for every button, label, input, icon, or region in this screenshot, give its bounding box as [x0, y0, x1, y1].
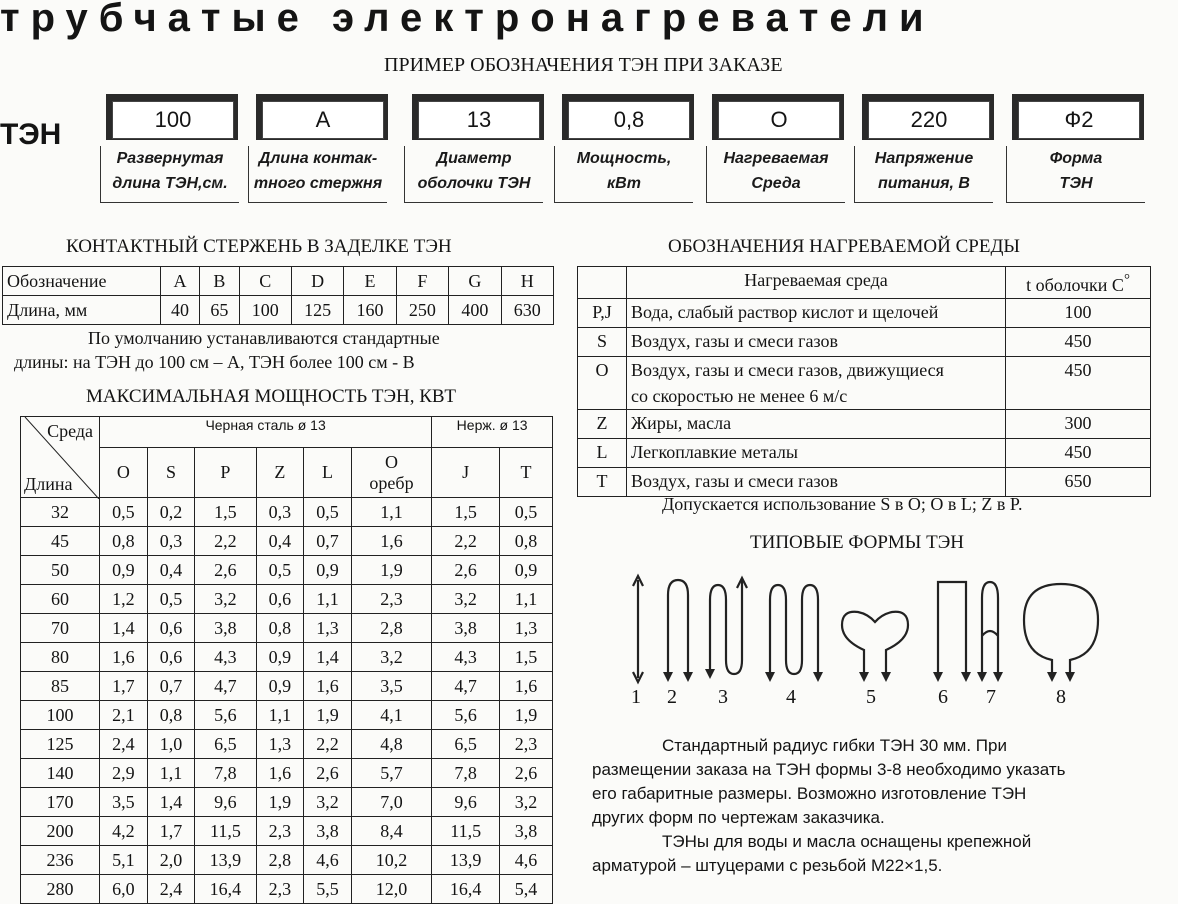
power-cell: 2,4 — [100, 730, 148, 759]
power-cell: 1,3 — [304, 614, 352, 643]
designation-box-length: 100 — [106, 94, 238, 140]
power-cell: 1,6 — [500, 672, 553, 701]
shape-number: 1 — [631, 686, 641, 708]
power-cell: 4,3 — [432, 643, 500, 672]
media-note: Допускается использование S в O; O в L; Z в P. — [662, 494, 1023, 514]
length-cell: 200 — [21, 817, 100, 846]
table-row: T Воздух, газы и смеси газов 650 — [578, 468, 1151, 497]
power-cell: 1,3 — [500, 614, 553, 643]
table-row — [21, 527, 553, 556]
designation-box-voltage: 220 — [862, 94, 994, 140]
power-cell: 5,1 — [100, 846, 148, 875]
power-cell: 0,7 — [304, 527, 352, 556]
table-row — [21, 614, 553, 643]
power-cell: 9,6 — [432, 788, 500, 817]
power-cell: 1,4 — [100, 614, 148, 643]
table-row: Z Жиры, масла 300 — [578, 410, 1151, 439]
power-cell: 3,2 — [304, 788, 352, 817]
power-cell: 5,6 — [432, 701, 500, 730]
table-row — [21, 585, 553, 614]
power-cell: 13,9 — [195, 846, 256, 875]
shape-number: 4 — [786, 686, 796, 708]
table-row — [21, 788, 553, 817]
power-cell: 0,8 — [256, 614, 304, 643]
power-cell: 0,3 — [147, 527, 195, 556]
power-cell: 5,4 — [500, 875, 553, 904]
power-cell: 3,2 — [195, 585, 256, 614]
power-cell: 0,5 — [100, 498, 148, 527]
table-row: Среда Длина Черная сталь ø 13 Нерж. ø 13 — [21, 417, 553, 448]
power-cell: 0,7 — [147, 672, 195, 701]
power-cell: 0,8 — [500, 527, 553, 556]
shape-3-icon — [710, 580, 742, 675]
power-cell: 0,4 — [256, 527, 304, 556]
power-cell: 4,8 — [351, 730, 431, 759]
table-row: Длина, мм 40 65 100 125 160 250 400 630 — [3, 296, 554, 325]
shape-number: 3 — [718, 686, 728, 708]
table-row: L Легкоплавкие металы 450 — [578, 439, 1151, 468]
power-cell: 6,5 — [432, 730, 500, 759]
power-cell: 1,1 — [500, 585, 553, 614]
length-cell: 280 — [21, 875, 100, 904]
power-cell: 0,3 — [256, 498, 304, 527]
length-cell: 170 — [21, 788, 100, 817]
rod-note-1: По умолчанию устанавливаются стандартные — [88, 328, 440, 348]
power-cell: 2,0 — [147, 846, 195, 875]
table-row: P,J Вода, слабый раствор кислот и щелочей 100 — [578, 299, 1151, 328]
table-row: O Воздух, газы и смеси газов, движущиеся со скоростью не менее 6 м/с 450 — [578, 357, 1151, 410]
designation-caption: Форма ТЭН — [1006, 146, 1145, 203]
corner-cell: Среда Длина — [21, 417, 100, 498]
power-cell: 3,2 — [351, 643, 431, 672]
rod-title: КОНТАКТНЫЙ СТЕРЖЕНЬ В ЗАДЕЛКЕ ТЭН — [66, 236, 452, 257]
rod-note-2: длины: на ТЭН до 100 см – А, ТЭН более 100 см - В — [14, 352, 415, 372]
shape-number: 8 — [1056, 686, 1066, 708]
power-cell: 2,8 — [256, 846, 304, 875]
power-cell: 3,8 — [432, 614, 500, 643]
designation-box-shape: Ф2 — [1012, 94, 1144, 140]
power-cell: 4,3 — [195, 643, 256, 672]
shapes-drawing — [620, 570, 1100, 690]
power-cell: 2,3 — [256, 817, 304, 846]
table-row — [21, 672, 553, 701]
table-row — [21, 875, 553, 904]
shapes-title: ТИПОВЫЕ ФОРМЫ ТЭН — [750, 532, 964, 553]
power-cell: 3,8 — [195, 614, 256, 643]
power-cell: 1,2 — [100, 585, 148, 614]
length-cell: 32 — [21, 498, 100, 527]
power-table — [20, 416, 553, 904]
power-cell: 12,0 — [351, 875, 431, 904]
description-text: Стандартный радиус гибки ТЭН 30 мм. При размещении заказа на ТЭН формы 3-8 необходимо указать его габаритные размеры. Возможно изготовление ТЭН других форм по чертежам заказчика. ТЭНы для воды и масла оснащены крепежной арматурой – штуцерами с резьбой М22×1,5. — [592, 736, 1066, 875]
media-title: ОБОЗНАЧЕНИЯ НАГРЕВАЕМОЙ СРЕДЫ — [668, 236, 1020, 257]
power-cell: 5,6 — [195, 701, 256, 730]
power-cell: 1,9 — [304, 701, 352, 730]
power-cell: 2,3 — [500, 730, 553, 759]
shape-2-icon — [668, 580, 688, 678]
media-table — [577, 266, 1151, 497]
designation-caption: Диаметр оболочки ТЭН — [404, 146, 543, 203]
power-cell: 9,6 — [195, 788, 256, 817]
shape-4-icon — [770, 585, 818, 678]
table-row: O S P Z L O оребр J T — [21, 448, 553, 498]
power-cell: 1,3 — [256, 730, 304, 759]
power-cell: 2,6 — [195, 556, 256, 585]
length-cell: 236 — [21, 846, 100, 875]
power-cell: 2,2 — [432, 527, 500, 556]
table-row: Нагреваемая среда t оболочки С° — [578, 267, 1151, 299]
power-cell: 0,6 — [147, 614, 195, 643]
power-cell: 1,4 — [304, 643, 352, 672]
power-cell: 3,2 — [432, 585, 500, 614]
page-heading: трубчатые электронагреватели — [0, 0, 935, 40]
power-cell: 0,9 — [100, 556, 148, 585]
power-cell: 1,9 — [500, 701, 553, 730]
power-cell: 6,0 — [100, 875, 148, 904]
length-cell: 60 — [21, 585, 100, 614]
power-cell: 0,8 — [100, 527, 148, 556]
power-cell: 0,4 — [147, 556, 195, 585]
designation-box-rod: A — [256, 94, 388, 140]
length-cell: 45 — [21, 527, 100, 556]
power-cell: 1,7 — [147, 817, 195, 846]
power-cell: 7,0 — [351, 788, 431, 817]
power-cell: 8,4 — [351, 817, 431, 846]
shape-number: 6 — [938, 686, 948, 708]
power-cell: 0,6 — [256, 585, 304, 614]
power-cell: 3,8 — [304, 817, 352, 846]
designation-caption: Мощность, кВт — [554, 146, 693, 203]
power-cell: 11,5 — [195, 817, 256, 846]
designation-caption: Напряжение питания, В — [854, 146, 993, 203]
power-cell: 1,6 — [100, 643, 148, 672]
table-row: Обозначение A B C D E F G H — [3, 267, 554, 296]
power-cell: 2,6 — [432, 556, 500, 585]
power-cell: 13,9 — [432, 846, 500, 875]
power-cell: 0,9 — [304, 556, 352, 585]
power-cell: 16,4 — [432, 875, 500, 904]
order-example-title: ПРИМЕР ОБОЗНАЧЕНИЯ ТЭН ПРИ ЗАКАЗЕ — [384, 54, 783, 76]
power-cell: 2,8 — [351, 614, 431, 643]
length-cell: 80 — [21, 643, 100, 672]
power-cell: 1,7 — [100, 672, 148, 701]
power-cell: 0,5 — [147, 585, 195, 614]
designation-box-diameter: 13 — [412, 94, 544, 140]
power-cell: 3,8 — [500, 817, 553, 846]
shape-6-icon — [938, 582, 966, 678]
power-cell: 1,5 — [432, 498, 500, 527]
power-cell: 0,5 — [500, 498, 553, 527]
rod-table — [2, 266, 554, 325]
power-cell: 1,1 — [147, 759, 195, 788]
shape-number: 5 — [866, 686, 876, 708]
power-cell: 16,4 — [195, 875, 256, 904]
power-cell: 0,2 — [147, 498, 195, 527]
power-cell: 1,6 — [304, 672, 352, 701]
length-cell: 125 — [21, 730, 100, 759]
power-cell: 5,7 — [351, 759, 431, 788]
power-cell: 5,5 — [304, 875, 352, 904]
power-cell: 4,1 — [351, 701, 431, 730]
power-cell: 2,3 — [351, 585, 431, 614]
power-cell: 4,2 — [100, 817, 148, 846]
power-cell: 2,2 — [304, 730, 352, 759]
power-cell: 3,5 — [351, 672, 431, 701]
designation-box-power: 0,8 — [562, 94, 694, 140]
length-cell: 70 — [21, 614, 100, 643]
table-row — [21, 498, 553, 527]
power-cell: 0,9 — [256, 643, 304, 672]
table-row — [21, 701, 553, 730]
power-cell: 1,6 — [351, 527, 431, 556]
power-cell: 0,5 — [256, 556, 304, 585]
shape-7-icon — [982, 582, 998, 678]
designation-box-medium: O — [712, 94, 844, 140]
power-cell: 2,2 — [195, 527, 256, 556]
power-cell: 1,1 — [304, 585, 352, 614]
table-row: S Воздух, газы и смеси газов 450 — [578, 328, 1151, 357]
power-cell: 2,3 — [256, 875, 304, 904]
table-row — [21, 817, 553, 846]
power-cell: 1,9 — [351, 556, 431, 585]
power-cell: 0,6 — [147, 643, 195, 672]
power-cell: 2,1 — [100, 701, 148, 730]
table-row — [21, 556, 553, 585]
shape-number: 2 — [667, 686, 677, 708]
power-cell: 1,6 — [256, 759, 304, 788]
power-cell: 2,6 — [304, 759, 352, 788]
power-cell: 0,9 — [500, 556, 553, 585]
power-cell: 4,6 — [304, 846, 352, 875]
power-cell: 0,9 — [256, 672, 304, 701]
power-cell: 2,9 — [100, 759, 148, 788]
power-cell: 10,2 — [351, 846, 431, 875]
power-cell: 6,5 — [195, 730, 256, 759]
table-row — [21, 759, 553, 788]
power-cell: 1,5 — [500, 643, 553, 672]
power-cell: 11,5 — [432, 817, 500, 846]
power-cell: 1,0 — [147, 730, 195, 759]
power-cell: 7,8 — [195, 759, 256, 788]
table-row — [21, 730, 553, 759]
power-cell: 4,7 — [195, 672, 256, 701]
designation-caption: Нагреваемая Среда — [706, 146, 845, 203]
power-cell: 1,4 — [147, 788, 195, 817]
power-cell: 4,7 — [432, 672, 500, 701]
power-cell: 0,8 — [147, 701, 195, 730]
power-cell: 2,6 — [500, 759, 553, 788]
shape-number: 7 — [986, 686, 996, 708]
power-cell: 0,5 — [304, 498, 352, 527]
shape-5-icon — [842, 612, 908, 678]
table-row — [21, 643, 553, 672]
power-cell: 3,5 — [100, 788, 148, 817]
power-cell: 1,5 — [195, 498, 256, 527]
length-cell: 140 — [21, 759, 100, 788]
power-cell: 1,1 — [256, 701, 304, 730]
power-cell: 4,6 — [500, 846, 553, 875]
length-cell: 100 — [21, 701, 100, 730]
length-cell: 50 — [21, 556, 100, 585]
shape-8-icon — [1024, 584, 1098, 678]
length-cell: 85 — [21, 672, 100, 701]
power-cell: 3,2 — [500, 788, 553, 817]
ten-label: ТЭН — [0, 118, 62, 151]
table-row — [21, 846, 553, 875]
power-cell: 2,4 — [147, 875, 195, 904]
power-cell: 7,8 — [432, 759, 500, 788]
power-title: МАКСИМАЛЬНАЯ МОЩНОСТЬ ТЭН, КВТ — [86, 386, 456, 407]
power-cell: 1,9 — [256, 788, 304, 817]
power-cell: 1,1 — [351, 498, 431, 527]
designation-caption: Развернутая длина ТЭН,см. — [100, 146, 239, 203]
designation-caption: Длина контак- тного стержня — [248, 146, 387, 203]
